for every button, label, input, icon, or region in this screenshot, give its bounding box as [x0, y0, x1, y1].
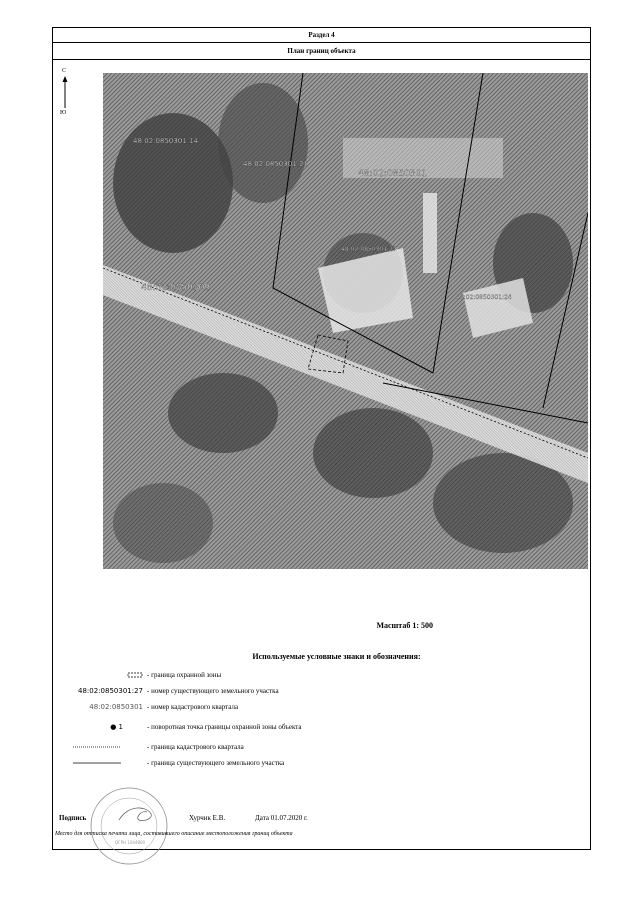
legend-description: - номер кадастрового квартала — [147, 703, 239, 711]
legend-item — [53, 687, 592, 701]
legend-description: - граница охранной зоны — [147, 671, 222, 679]
scale-label: Масштаб 1: 500 — [376, 621, 433, 630]
legend-description: - поворотная точка границы охранной зоны объекта — [147, 723, 302, 731]
map-label-quarter-main: 48:02:0850301 — [358, 169, 428, 179]
legend-description: - номер существующего земельного участка — [147, 687, 279, 695]
north-arrow-icon — [62, 76, 68, 110]
compass-north-label: С — [62, 68, 67, 74]
solid-line-icon — [73, 759, 121, 767]
map-label-parcel-21: 48:02:0850301:21 — [243, 160, 308, 168]
signature-scribble — [119, 808, 151, 821]
signer-name: Хурчик Е.В. — [189, 814, 226, 822]
map-label-parcel-24: 48:02:0850301:24 — [456, 294, 512, 301]
signature-label: Подпись — [59, 814, 87, 822]
map-label-parcel-14: 48:02:0850301:14 — [133, 137, 198, 145]
legend-item — [53, 743, 592, 757]
legend-description: - граница кадастрового квартала — [147, 743, 244, 751]
section-title: Раздел 4 — [53, 28, 590, 43]
dashed-box-icon — [53, 671, 143, 679]
stamp-text: ОГРН 1044800 — [115, 840, 146, 845]
legend-item — [53, 723, 592, 737]
legend-title: Используемые условные знаки и обозначения: — [252, 652, 421, 661]
stamp-seal — [89, 784, 169, 868]
plan-title: План границ объекта — [53, 43, 590, 60]
signature-date: Дата 01.07.2020 г. — [255, 814, 308, 822]
legend-symbol: 48:02:0850301 — [89, 703, 143, 711]
legend-item — [53, 703, 592, 717]
legend-symbol: 48:02:0850301:27 — [78, 687, 143, 695]
aerial-map — [103, 73, 588, 569]
compass — [60, 68, 74, 118]
compass-south-label: Ю — [60, 110, 67, 116]
map-label-parcel-27: 48:02:0850301:27 — [341, 246, 397, 253]
point-icon: ● 1 — [110, 723, 123, 731]
legend-item — [53, 759, 592, 773]
legend-item — [53, 671, 592, 685]
dotted-line-icon — [73, 743, 121, 751]
map-label-quarter-road: 48:02:0850309 — [141, 283, 211, 293]
document-frame — [52, 27, 591, 850]
seal-place-note: Место для оттиска печати лица, составившего описание местоположения границ объекта — [55, 831, 293, 837]
legend-description: - граница существующего земельного участка — [147, 759, 285, 767]
